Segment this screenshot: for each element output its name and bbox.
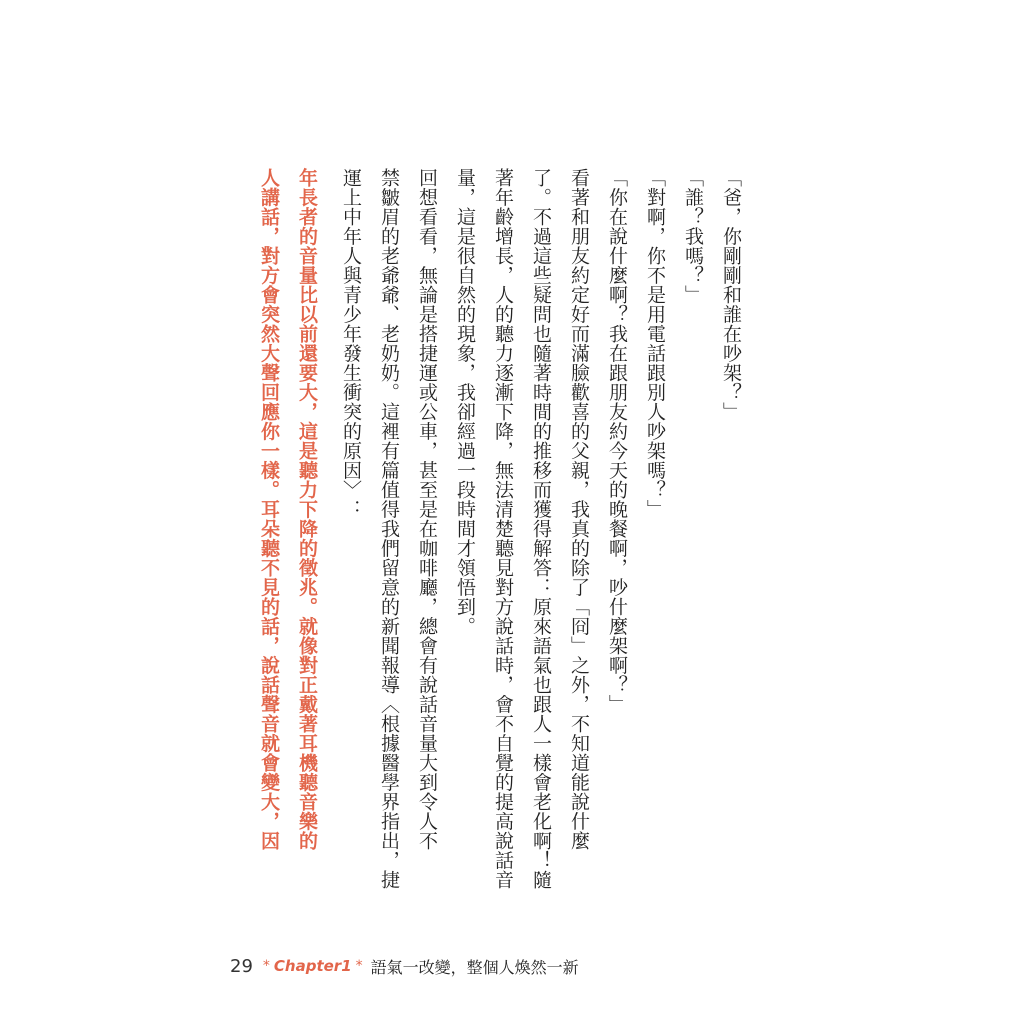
paragraph-line: 運上中年人與青少年發生衝突的原因〉：	[340, 168, 362, 519]
asterisk-icon: *	[262, 958, 270, 974]
vertical-text-body	[250, 168, 750, 938]
dialogue-line: 「對啊，你不是用電話跟別人吵架嗎？」	[644, 168, 666, 519]
paragraph-line: 回想看看，無論是搭捷運或公車，甚至是在咖啡廳，總會有說話音量大到令人不	[416, 168, 438, 851]
paragraph-line: 看著和朋友約定好而滿臉歡喜的父親，我真的除了「冏」之外，不知道能說什麼	[568, 168, 590, 851]
asterisk-icon: *	[355, 958, 363, 974]
paragraph-line: 著年齡增長，人的聽力逐漸下降，無法清楚聽見對方說話時，會不自覺的提高說話音	[492, 168, 514, 890]
paragraph-line: 了。不過這些疑問也隨著時間的推移而獲得解答：原來語氣也跟人一樣會老化啊！隨	[530, 168, 552, 890]
dialogue-line: 「你在說什麼啊？我在跟朋友約今天的晚餐啊，吵什麼架啊？」	[606, 168, 628, 714]
paragraph-line: 禁皺眉的老爺爺、老奶奶。這裡有篇值得我們留意的新聞報導〈根據醫學界指出，捷	[378, 168, 400, 890]
page-number: 29	[230, 955, 253, 977]
paragraph-line: 量，這是很自然的現象，我卻經過一段時間才領悟到。	[454, 168, 476, 636]
dialogue-line: 「誰？我嗎？」	[682, 168, 704, 305]
dialogue-line: 「爸，你剛剛和誰在吵架？」	[720, 168, 742, 422]
chapter-label: Chapter1	[273, 957, 352, 975]
highlight-line: 人講話，對方會突然大聲回應你一樣。耳朵聽不見的話，說話聲音就會變大，因	[258, 168, 280, 851]
page-footer	[230, 954, 579, 978]
highlight-line: 年長者的音量比以前還要大，這是聽力下降的徵兆。就像對正戴著耳機聽音樂的	[296, 168, 318, 851]
chapter-title: 語氣一改變，整個人煥然一新	[370, 957, 579, 977]
